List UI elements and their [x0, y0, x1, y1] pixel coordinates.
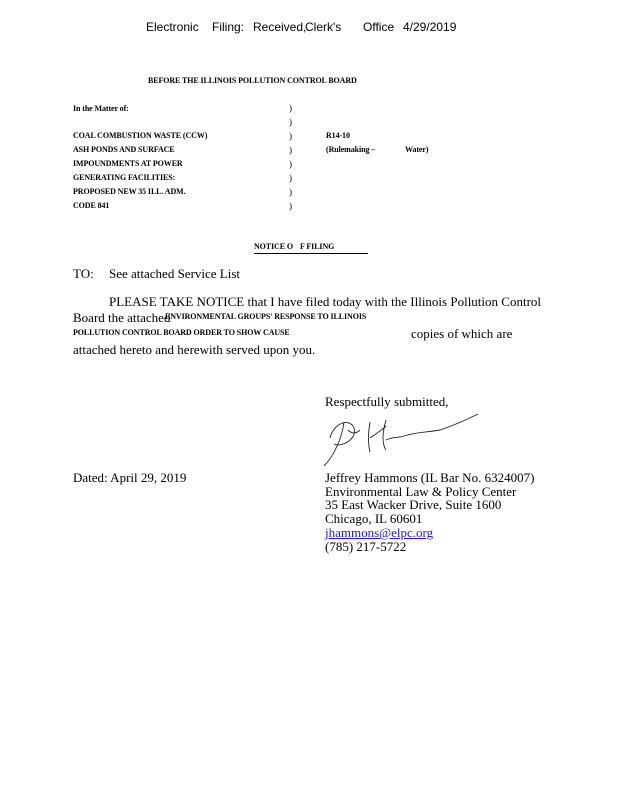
caption-line-2: ASH PONDS AND SURFACE — [73, 145, 175, 154]
caption-line-5: PROPOSED NEW 35 ILL. ADM. — [73, 187, 186, 196]
address-line-1: 35 East Wacker Drive, Suite 1600 — [325, 497, 502, 512]
header-electronic: Electronic — [146, 20, 199, 34]
handwritten-signature — [320, 408, 480, 468]
caption-paren: ) — [289, 187, 292, 197]
document-title-1: ENVIRONMENTAL GROUPS' RESPONSE TO ILLINOIS — [165, 312, 367, 321]
board-title: BEFORE THE ILLINOIS POLLUTION CONTROL BOARD — [148, 76, 357, 85]
dated: Dated: April 29, 2019 — [73, 470, 187, 485]
rulemaking-label: (Rulemaking – — [326, 145, 376, 154]
header-received: Received, — [253, 20, 307, 34]
document-title-2: POLLUTION CONTROL BOARD ORDER TO SHOW CAUSE — [73, 328, 290, 337]
caption-paren: ) — [289, 117, 292, 127]
to-label: TO: — [73, 266, 94, 281]
caption-line-1: COAL COMBUSTION WASTE (CCW) — [73, 131, 208, 140]
caption-paren: ) — [289, 201, 292, 211]
to-value: See attached Service List — [109, 266, 241, 281]
caption-paren: ) — [289, 159, 292, 169]
notice-title-part2: F FILING — [300, 242, 335, 251]
phone: (785) 217-5722 — [325, 539, 407, 554]
notice-line-1: PLEASE TAKE NOTICE that I have filed today with the Illinois Pollution Control — [109, 294, 542, 309]
closing: Respectfully submitted, — [325, 394, 449, 409]
caption-line-3: IMPOUNDMENTS AT POWER — [73, 159, 183, 168]
header-date: 4/29/2019 — [403, 20, 457, 34]
notice-line-3: attached hereto and herewith served upon you. — [73, 342, 316, 357]
caption-paren: ) — [289, 131, 292, 141]
docket-number: R14-10 — [326, 131, 350, 140]
caption-paren: ) — [289, 103, 292, 113]
copies-text: copies of which are — [411, 326, 513, 341]
filing-header — [0, 20, 618, 38]
header-office: Office — [363, 20, 395, 34]
caption-paren: ) — [289, 145, 292, 155]
header-filing: Filing: — [212, 20, 245, 34]
header-clerks: Clerk's — [305, 20, 342, 34]
notice-line-2-start: Board the attached — [73, 310, 171, 325]
organization: Environmental Law & Policy Center — [325, 484, 517, 499]
email-link[interactable]: jhammons@elpc.org — [325, 525, 434, 540]
in-matter-of: In the Matter of: — [73, 104, 129, 113]
notice-title-part1: NOTICE O — [254, 242, 293, 251]
caption-paren: ) — [289, 173, 292, 183]
caption-line-4: GENERATING FACILITIES: — [73, 173, 176, 182]
attorney-name: Jeffrey Hammons (IL Bar No. 6324007) — [325, 470, 535, 485]
water-label: Water) — [405, 145, 429, 154]
notice-title — [254, 242, 368, 254]
caption-line-6: CODE 841 — [73, 201, 110, 210]
address-line-2: Chicago, IL 60601 — [325, 511, 423, 526]
